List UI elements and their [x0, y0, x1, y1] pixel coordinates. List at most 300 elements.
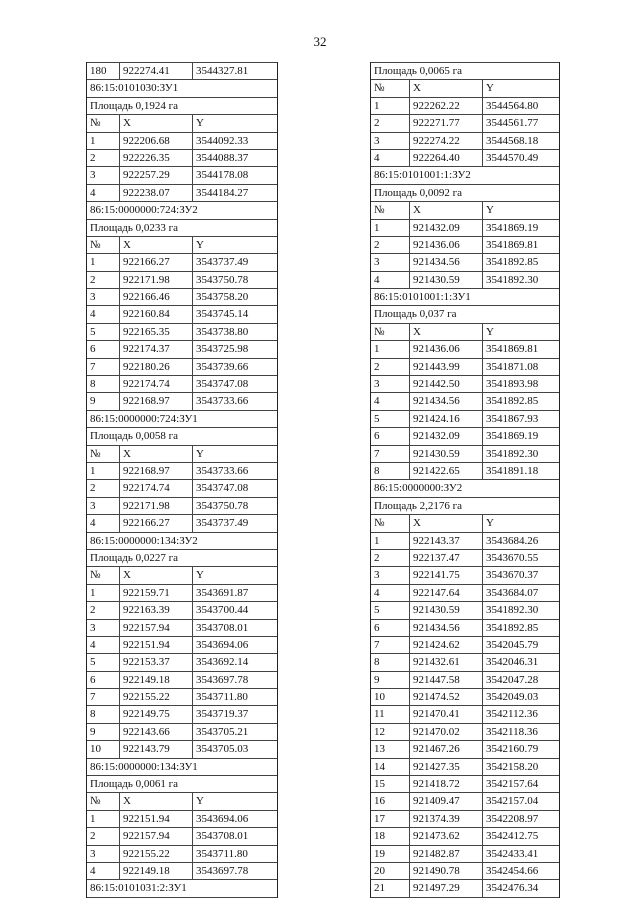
y-coordinate-cell: 3544570.49	[486, 151, 539, 164]
coordinate-row	[371, 376, 559, 393]
y-coordinate-cell: 3544092.33	[196, 134, 249, 147]
x-coordinate-cell: 921474.52	[410, 689, 483, 705]
coordinate-row	[371, 150, 559, 167]
point-number-cell: 4	[87, 515, 120, 531]
x-coordinate-cell: X	[120, 115, 193, 131]
coordinate-row	[371, 324, 559, 341]
point-number-cell: 11	[371, 706, 410, 722]
point-number-cell: 13	[371, 741, 410, 757]
coordinate-row	[87, 341, 277, 358]
coordinate-row	[371, 776, 559, 793]
point-number-cell: №	[87, 793, 120, 809]
point-number-cell: 15	[371, 776, 410, 792]
y-coordinate-cell: 3544568.18	[486, 134, 539, 147]
coordinate-row	[371, 654, 559, 671]
y-coordinate-cell: 3543700.44	[196, 604, 249, 617]
coordinate-row	[371, 689, 559, 706]
y-coordinate-cell: 3543670.37	[486, 569, 539, 582]
point-number-cell: 3	[87, 498, 120, 514]
coordinate-row	[371, 133, 559, 150]
x-coordinate-cell: 921430.59	[410, 446, 483, 462]
y-coordinate-cell: 3543708.01	[196, 830, 249, 843]
y-coordinate-cell: 3541869.19	[486, 430, 539, 443]
point-number-cell: 6	[87, 672, 120, 688]
y-coordinate-cell: 3542157.64	[486, 778, 539, 791]
y-coordinate-cell: 3543745.14	[196, 308, 249, 321]
point-number-cell: 6	[371, 620, 410, 636]
y-coordinate-cell: 3544564.80	[486, 99, 539, 112]
x-coordinate-cell: 921422.65	[410, 463, 483, 479]
point-number-cell: 4	[87, 637, 120, 653]
point-number-cell: №	[371, 324, 410, 340]
coordinate-row	[87, 828, 277, 845]
section-heading-text: Площадь 2,2176 га	[374, 499, 463, 512]
point-number-cell: 8	[371, 654, 410, 670]
x-coordinate-cell: 921432.09	[410, 428, 483, 444]
x-coordinate-cell: 922274.41	[120, 63, 193, 79]
coordinate-row	[371, 411, 559, 428]
page-number: 32	[313, 34, 327, 49]
coordinate-row	[87, 637, 277, 654]
x-coordinate-cell: 921434.56	[410, 620, 483, 636]
coordinate-row	[87, 811, 277, 828]
y-coordinate-cell: Y	[196, 117, 204, 130]
point-number-cell: 4	[87, 306, 120, 322]
point-number-cell: 1	[87, 254, 120, 270]
x-coordinate-cell: 922143.66	[120, 724, 193, 740]
section-heading-text: 86:15:0000000:724:ЗУ1	[90, 412, 198, 425]
y-coordinate-cell: 3543733.66	[196, 464, 249, 477]
x-coordinate-cell: 922274.22	[410, 133, 483, 149]
x-coordinate-cell: 922168.97	[120, 463, 193, 479]
point-number-cell: 10	[371, 689, 410, 705]
point-number-cell: 1	[371, 220, 410, 236]
coordinate-row	[371, 759, 559, 776]
x-coordinate-cell: X	[410, 324, 483, 340]
coordinate-row	[371, 828, 559, 845]
point-number-cell: 8	[87, 376, 120, 392]
coordinate-row	[371, 533, 559, 550]
coordinate-row	[87, 863, 277, 880]
x-coordinate-cell: 922155.22	[120, 846, 193, 862]
point-number-cell: 3	[371, 254, 410, 270]
y-coordinate-cell: 3542476.34	[486, 882, 539, 895]
x-coordinate-cell: 922226.35	[120, 150, 193, 166]
x-coordinate-cell: 922206.68	[120, 133, 193, 149]
y-coordinate-cell: 3541892.30	[486, 604, 539, 617]
x-coordinate-cell: 921374.39	[410, 811, 483, 827]
coordinate-row	[371, 585, 559, 602]
x-coordinate-cell: 922171.98	[120, 272, 193, 288]
x-coordinate-cell: 922166.46	[120, 289, 193, 305]
coordinate-row	[87, 133, 277, 150]
coordinate-row	[87, 480, 277, 497]
x-coordinate-cell: X	[120, 237, 193, 253]
section-heading-text: 86:15:0101030:ЗУ1	[90, 82, 179, 95]
x-coordinate-cell: 922168.97	[120, 393, 193, 409]
section-heading-row	[87, 776, 277, 793]
y-coordinate-cell: 3541891.18	[486, 464, 539, 477]
x-coordinate-cell: 922166.27	[120, 515, 193, 531]
section-heading-text: 86:15:0000000:134:ЗУ1	[90, 760, 198, 773]
section-heading-text: Площадь 0,0058 га	[90, 430, 179, 443]
x-coordinate-cell: 922153.37	[120, 654, 193, 670]
point-number-cell: 2	[87, 828, 120, 844]
point-number-cell: 19	[371, 846, 410, 862]
x-coordinate-cell: 921447.58	[410, 672, 483, 688]
point-number-cell: 2	[87, 480, 120, 496]
coordinate-row	[87, 150, 277, 167]
coordinate-row	[371, 463, 559, 480]
x-coordinate-cell: 921434.56	[410, 254, 483, 270]
point-number-cell: 3	[87, 289, 120, 305]
point-number-cell: 5	[87, 324, 120, 340]
section-heading-row	[371, 306, 559, 323]
x-coordinate-cell: 922151.94	[120, 811, 193, 827]
point-number-cell: 5	[371, 602, 410, 618]
x-coordinate-cell: 921490.78	[410, 863, 483, 879]
point-number-cell: 12	[371, 724, 410, 740]
x-coordinate-cell: 922155.22	[120, 689, 193, 705]
x-coordinate-cell: 922174.74	[120, 376, 193, 392]
coordinate-row	[87, 620, 277, 637]
coordinate-row	[87, 793, 277, 810]
coordinate-row	[87, 272, 277, 289]
section-heading-text: Площадь 0,1924 га	[90, 99, 179, 112]
x-coordinate-cell: 922238.07	[120, 185, 193, 201]
section-heading-text: Площадь 0,0233 га	[90, 221, 179, 234]
coordinate-row	[87, 463, 277, 480]
section-heading-text: Площадь 0,0065 га	[374, 65, 463, 77]
point-number-cell: 4	[371, 393, 410, 409]
section-heading-text: 86:15:0101031:2:ЗУ1	[90, 882, 187, 895]
y-coordinate-cell: Y	[196, 447, 204, 460]
y-coordinate-cell: 3543708.01	[196, 621, 249, 634]
x-coordinate-cell: 921432.09	[410, 220, 483, 236]
coordinate-row	[87, 585, 277, 602]
x-coordinate-cell: 921427.35	[410, 759, 483, 775]
point-number-cell: 8	[87, 706, 120, 722]
y-coordinate-cell: 3544184.27	[196, 186, 249, 199]
y-coordinate-cell: 3541893.98	[486, 378, 539, 391]
section-heading-row	[371, 480, 559, 497]
y-coordinate-cell: Y	[196, 569, 204, 582]
y-coordinate-cell: Y	[196, 238, 204, 251]
x-coordinate-cell: 921470.41	[410, 706, 483, 722]
x-coordinate-cell: X	[120, 567, 193, 583]
coordinate-row	[87, 567, 277, 584]
coordinate-row	[87, 689, 277, 706]
coordinate-row	[371, 254, 559, 271]
coordinate-row	[371, 672, 559, 689]
section-heading-row	[371, 62, 559, 80]
y-coordinate-cell: 3541869.81	[486, 343, 539, 356]
x-coordinate-cell: 922165.35	[120, 324, 193, 340]
point-number-cell: №	[87, 115, 120, 131]
section-heading-text: Площадь 0,0061 га	[90, 778, 179, 791]
coordinate-row	[87, 393, 277, 410]
point-number-cell: 2	[371, 115, 410, 131]
point-number-cell: 2	[371, 550, 410, 566]
y-coordinate-cell: 3543758.20	[196, 291, 249, 304]
x-coordinate-cell: 921432.61	[410, 654, 483, 670]
x-coordinate-cell: 921409.47	[410, 793, 483, 809]
y-coordinate-cell: 3543697.78	[196, 864, 249, 877]
point-number-cell: 1	[371, 533, 410, 549]
point-number-cell: №	[87, 446, 120, 462]
coordinate-row	[87, 62, 277, 80]
x-coordinate-cell: 922159.71	[120, 585, 193, 601]
coordinate-row	[87, 498, 277, 515]
y-coordinate-cell: 3543750.78	[196, 273, 249, 286]
y-coordinate-cell: 3543705.21	[196, 725, 249, 738]
point-number-cell: 2	[87, 150, 120, 166]
coordinate-row	[87, 115, 277, 132]
y-coordinate-cell: 3542049.03	[486, 691, 539, 704]
section-heading-row	[87, 428, 277, 445]
y-coordinate-cell: 3542112.36	[486, 708, 538, 721]
coordinate-row	[371, 393, 559, 410]
x-coordinate-cell: 921434.56	[410, 393, 483, 409]
x-coordinate-cell: X	[410, 80, 483, 96]
y-coordinate-cell: 3543694.06	[196, 812, 249, 825]
coordinate-row	[87, 846, 277, 863]
y-coordinate-cell: 3543733.66	[196, 395, 249, 408]
coordinate-row	[371, 237, 559, 254]
x-coordinate-cell: 922157.94	[120, 620, 193, 636]
y-coordinate-cell: 3542208.97	[486, 812, 539, 825]
x-coordinate-cell: 922271.77	[410, 115, 483, 131]
coordinate-row	[371, 272, 559, 289]
coordinate-row	[371, 724, 559, 741]
coordinate-row	[87, 289, 277, 306]
coordinate-row	[87, 741, 277, 758]
coordinate-row	[371, 846, 559, 863]
y-coordinate-cell: 3543747.08	[196, 482, 249, 495]
y-coordinate-cell: 3541892.30	[486, 447, 539, 460]
x-coordinate-cell: 921442.50	[410, 376, 483, 392]
x-coordinate-cell: 922262.22	[410, 98, 483, 114]
point-number-cell: 1	[87, 133, 120, 149]
x-coordinate-cell: 921470.02	[410, 724, 483, 740]
y-coordinate-cell: 3542157.04	[486, 795, 539, 808]
y-coordinate-cell: 3541867.93	[486, 412, 539, 425]
coordinate-row	[87, 515, 277, 532]
point-number-cell: 6	[87, 341, 120, 357]
point-number-cell: 1	[371, 98, 410, 114]
coordinate-row	[371, 863, 559, 880]
y-coordinate-cell: 3543705.03	[196, 743, 249, 756]
point-number-cell: 21	[371, 880, 410, 896]
y-coordinate-cell: 3541892.30	[486, 273, 539, 286]
y-coordinate-cell: 3543697.78	[196, 673, 249, 686]
point-number-cell: 4	[371, 585, 410, 601]
y-coordinate-cell: Y	[486, 517, 494, 530]
section-heading-row	[371, 289, 559, 306]
point-number-cell: 5	[371, 411, 410, 427]
y-coordinate-cell: 3542412.75	[486, 830, 539, 843]
y-coordinate-cell: 3542047.28	[486, 673, 539, 686]
section-heading-text: Площадь 0,0092 га	[374, 186, 463, 199]
coordinate-row	[371, 706, 559, 723]
y-coordinate-cell: 3543684.26	[486, 534, 539, 547]
y-coordinate-cell: Y	[486, 204, 494, 217]
coordinate-row	[371, 98, 559, 115]
coordinate-row	[87, 324, 277, 341]
coordinate-row	[371, 793, 559, 810]
point-number-cell: 3	[371, 567, 410, 583]
coordinate-row	[87, 167, 277, 184]
x-coordinate-cell: 922143.37	[410, 533, 483, 549]
point-number-cell: 10	[87, 741, 120, 757]
point-number-cell: 20	[371, 863, 410, 879]
coordinate-row	[87, 185, 277, 202]
y-coordinate-cell: 3542454.66	[486, 864, 539, 877]
point-number-cell: 3	[87, 846, 120, 862]
coordinate-row	[371, 359, 559, 376]
y-coordinate-cell: 3541869.19	[486, 221, 539, 234]
point-number-cell: 3	[87, 620, 120, 636]
coordinate-row	[87, 672, 277, 689]
y-coordinate-cell: 3543739.66	[196, 360, 249, 373]
point-number-cell: 7	[371, 446, 410, 462]
point-number-cell: 4	[371, 272, 410, 288]
coordinate-row	[87, 237, 277, 254]
point-number-cell: 2	[371, 237, 410, 253]
coordinate-row	[371, 567, 559, 584]
x-coordinate-cell: 922149.18	[120, 672, 193, 688]
section-heading-text: 86:15:0101001:1:ЗУ2	[374, 169, 471, 182]
y-coordinate-cell: 3541892.85	[486, 256, 539, 269]
section-heading-row	[87, 220, 277, 237]
y-coordinate-cell: 3543692.14	[196, 656, 249, 669]
point-number-cell: 3	[371, 376, 410, 392]
point-number-cell: №	[371, 80, 410, 96]
y-coordinate-cell: Y	[486, 82, 494, 95]
x-coordinate-cell: 922163.39	[120, 602, 193, 618]
point-number-cell: 17	[371, 811, 410, 827]
coordinate-row	[371, 80, 559, 97]
point-number-cell: 2	[87, 272, 120, 288]
x-coordinate-cell: X	[410, 515, 483, 531]
coordinate-row	[371, 202, 559, 219]
x-coordinate-cell: 922149.18	[120, 863, 193, 879]
point-number-cell: 7	[87, 689, 120, 705]
coordinate-row	[87, 706, 277, 723]
y-coordinate-cell: 3543725.98	[196, 343, 249, 356]
y-coordinate-cell: 3543691.87	[196, 586, 249, 599]
y-coordinate-cell: 3542045.79	[486, 638, 539, 651]
point-number-cell: №	[87, 567, 120, 583]
section-heading-row	[87, 80, 277, 97]
y-coordinate-cell: 3542433.41	[486, 847, 539, 860]
y-coordinate-cell: 3543737.49	[196, 517, 249, 530]
y-coordinate-cell: 3543737.49	[196, 256, 249, 269]
x-coordinate-cell: 922147.64	[410, 585, 483, 601]
y-coordinate-cell: 3543750.78	[196, 499, 249, 512]
coordinate-row	[87, 359, 277, 376]
coordinate-row	[371, 602, 559, 619]
x-coordinate-cell: 922171.98	[120, 498, 193, 514]
y-coordinate-cell: 3542118.36	[486, 725, 538, 738]
coordinate-row	[371, 620, 559, 637]
point-number-cell: 7	[87, 359, 120, 375]
point-number-cell: 4	[87, 863, 120, 879]
point-number-cell: 14	[371, 759, 410, 775]
point-number-cell: 4	[371, 150, 410, 166]
section-heading-row	[371, 185, 559, 202]
x-coordinate-cell: 921482.87	[410, 846, 483, 862]
x-coordinate-cell: 921497.29	[410, 880, 483, 896]
x-coordinate-cell: 922264.40	[410, 150, 483, 166]
x-coordinate-cell: 921443.99	[410, 359, 483, 375]
point-number-cell: 2	[87, 602, 120, 618]
x-coordinate-cell: X	[120, 446, 193, 462]
coordinate-row	[371, 741, 559, 758]
point-number-cell: 1	[87, 463, 120, 479]
x-coordinate-cell: 922180.26	[120, 359, 193, 375]
y-coordinate-cell: 3543694.06	[196, 638, 249, 651]
x-coordinate-cell: 922151.94	[120, 637, 193, 653]
y-coordinate-cell: 3543711.80	[196, 691, 248, 704]
x-coordinate-cell: X	[120, 793, 193, 809]
point-number-cell: 1	[87, 585, 120, 601]
y-coordinate-cell: 3541892.85	[486, 621, 539, 634]
y-coordinate-cell: 3541892.85	[486, 395, 539, 408]
point-number-cell: 9	[87, 393, 120, 409]
coordinates-table-right	[370, 62, 560, 898]
coordinate-row	[87, 724, 277, 741]
point-number-cell: 1	[87, 811, 120, 827]
coordinate-row	[371, 550, 559, 567]
coordinate-row	[87, 654, 277, 671]
point-number-cell: 7	[371, 637, 410, 653]
coordinate-row	[87, 254, 277, 271]
y-coordinate-cell: 3543747.08	[196, 378, 249, 391]
point-number-cell: 180	[87, 63, 120, 79]
point-number-cell: 1	[371, 341, 410, 357]
x-coordinate-cell: 922160.84	[120, 306, 193, 322]
x-coordinate-cell: X	[410, 202, 483, 218]
y-coordinate-cell: 3543719.37	[196, 708, 249, 721]
x-coordinate-cell: 922157.94	[120, 828, 193, 844]
section-heading-text: 86:15:0000000:724:ЗУ2	[90, 204, 198, 217]
coordinates-table-left	[86, 62, 278, 898]
coordinate-row	[87, 376, 277, 393]
x-coordinate-cell: 922174.74	[120, 480, 193, 496]
y-coordinate-cell: 3543670.55	[486, 551, 539, 564]
coordinate-row	[87, 306, 277, 323]
x-coordinate-cell: 921436.06	[410, 237, 483, 253]
coordinate-row	[371, 341, 559, 358]
coordinate-row	[371, 220, 559, 237]
x-coordinate-cell: 922174.37	[120, 341, 193, 357]
coordinate-row	[371, 515, 559, 532]
section-heading-text: 86:15:0000000:134:ЗУ2	[90, 534, 198, 547]
y-coordinate-cell: 3544178.08	[196, 169, 249, 182]
point-number-cell: 3	[87, 167, 120, 183]
x-coordinate-cell: 921430.59	[410, 602, 483, 618]
x-coordinate-cell: 922166.27	[120, 254, 193, 270]
coordinate-row	[371, 637, 559, 654]
point-number-cell: 18	[371, 828, 410, 844]
coordinate-row	[371, 811, 559, 828]
y-coordinate-cell: 3543711.80	[196, 847, 248, 860]
section-heading-row	[371, 498, 559, 515]
y-coordinate-cell: 3542160.79	[486, 743, 539, 756]
point-number-cell: 16	[371, 793, 410, 809]
x-coordinate-cell: 921467.26	[410, 741, 483, 757]
